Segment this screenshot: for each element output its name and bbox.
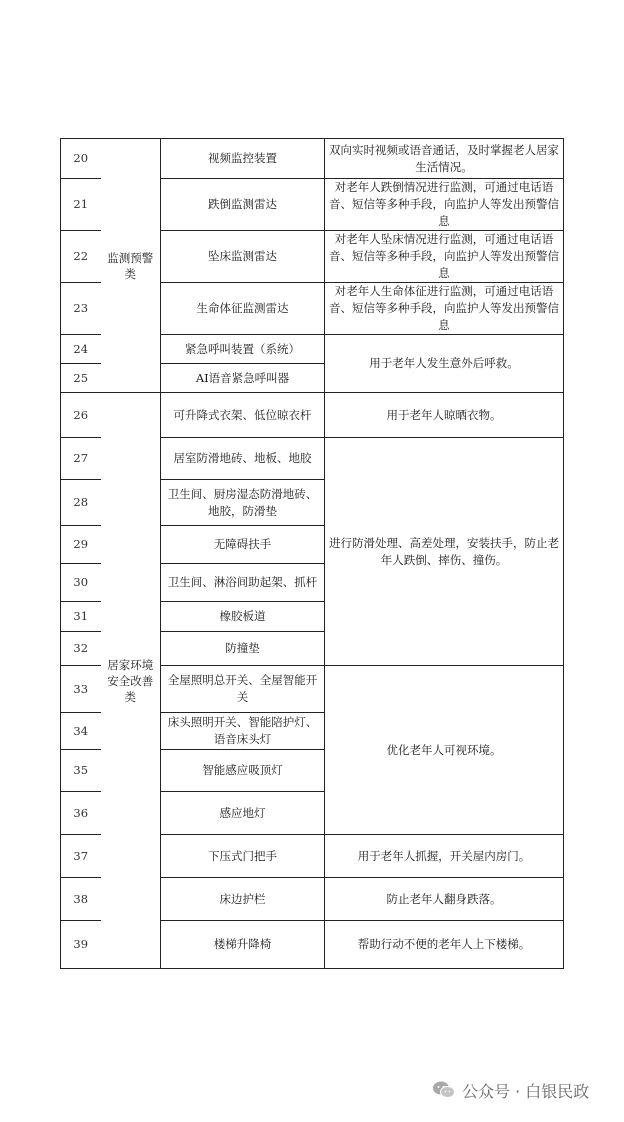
item-name: 跌倒监测雷达 xyxy=(161,179,325,231)
row-number: 30 xyxy=(61,564,101,602)
row-number: 39 xyxy=(61,921,101,969)
row-number: 21 xyxy=(61,179,101,231)
row-number: 36 xyxy=(61,792,101,835)
item-description: 用于老年人发生意外后呼救。 xyxy=(325,335,564,393)
item-name: 智能感应吸顶灯 xyxy=(161,750,325,792)
watermark xyxy=(432,1076,589,1104)
item-description: 用于老年人晾晒衣物。 xyxy=(325,393,564,438)
item-name: AI语音紧急呼叫器 xyxy=(161,364,325,393)
item-name: 紧急呼叫装置（系统） xyxy=(161,335,325,364)
category-cell-home-environment: 居家环境安全改善类 xyxy=(101,393,161,969)
row-number: 24 xyxy=(61,335,101,364)
row-number: 29 xyxy=(61,526,101,564)
item-description: 防止老年人翻身跌落。 xyxy=(325,878,564,921)
item-name: 橡胶板道 xyxy=(161,602,325,632)
item-name: 卫生间、淋浴间助起架、抓杆 xyxy=(161,564,325,602)
item-name: 防撞垫 xyxy=(161,632,325,666)
row-number: 37 xyxy=(61,835,101,878)
item-description: 对老年人坠床情况进行监测，可通过电话语音、短信等多种手段，向监护人等发出预警信息 xyxy=(325,231,564,283)
item-name: 床边护栏 xyxy=(161,878,325,921)
row-number: 27 xyxy=(61,438,101,480)
item-name: 感应地灯 xyxy=(161,792,325,835)
row-number: 26 xyxy=(61,393,101,438)
item-description: 进行防滑处理、高差处理，安装扶手，防止老年人跌倒、摔伤、撞伤。 xyxy=(325,438,564,666)
item-name: 可升降式衣架、低位晾衣杆 xyxy=(161,393,325,438)
table-row xyxy=(61,139,564,179)
table-row xyxy=(61,393,564,438)
row-number: 38 xyxy=(61,878,101,921)
row-number: 31 xyxy=(61,602,101,632)
item-name: 卫生间、厨房湿态防滑地砖、地胶，防滑垫 xyxy=(161,480,325,526)
row-number: 28 xyxy=(61,480,101,526)
row-number: 20 xyxy=(61,139,101,179)
row-number: 25 xyxy=(61,364,101,393)
item-name: 居室防滑地砖、地板、地胶 xyxy=(161,438,325,480)
item-name: 坠床监测雷达 xyxy=(161,231,325,283)
item-name: 生命体征监测雷达 xyxy=(161,283,325,335)
row-number: 23 xyxy=(61,283,101,335)
item-name: 全屋照明总开关、全屋智能开关 xyxy=(161,666,325,713)
item-name: 无障碍扶手 xyxy=(161,526,325,564)
row-number: 33 xyxy=(61,666,101,713)
item-description: 对老年人跌倒情况进行监测，可通过电话语音、短信等多种手段，向监护人等发出预警信息 xyxy=(325,179,564,231)
item-description: 对老年人生命体征进行监测，可通过电话语音、短信等多种手段，向监护人等发出预警信息 xyxy=(325,283,564,335)
item-description: 用于老年人抓握，开关屋内房门。 xyxy=(325,835,564,878)
item-description: 双向实时视频或语音通话，及时掌握老人居家生活情况。 xyxy=(325,139,564,179)
wechat-icon xyxy=(432,1080,456,1100)
watermark-text: 公众号 · 白银民政 xyxy=(462,1081,590,1101)
row-number: 35 xyxy=(61,750,101,792)
item-name: 下压式门把手 xyxy=(161,835,325,878)
item-name: 视频监控装置 xyxy=(161,139,325,179)
row-number: 34 xyxy=(61,713,101,750)
item-name: 楼梯升降椅 xyxy=(161,921,325,969)
items-table xyxy=(60,138,564,969)
category-cell-monitoring: 监测预警类 xyxy=(101,139,161,393)
item-description: 帮助行动不便的老年人上下楼梯。 xyxy=(325,921,564,969)
row-number: 32 xyxy=(61,632,101,666)
row-number: 22 xyxy=(61,231,101,283)
item-name: 床头照明开关、智能陪护灯、语音床头灯 xyxy=(161,713,325,750)
item-description: 优化老年人可视环境。 xyxy=(325,666,564,835)
